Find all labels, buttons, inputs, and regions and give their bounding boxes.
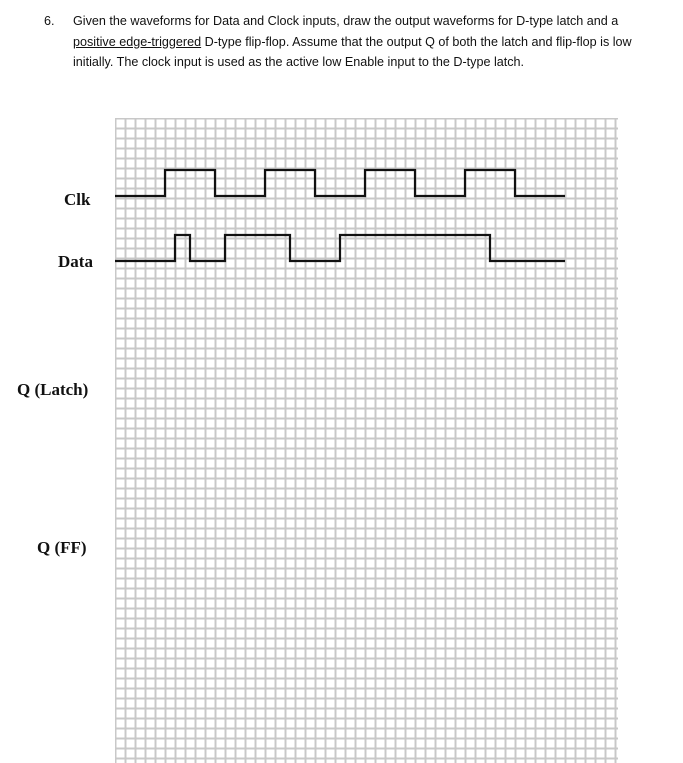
grid-lines — [115, 118, 618, 763]
question-body — [73, 11, 644, 73]
question-text-part-1: Given the waveforms for Data and Clock inputs, draw the output waveforms for D-type latch and a — [73, 14, 619, 28]
q-ff-label: Q (FF) — [37, 538, 87, 557]
question-text — [44, 11, 644, 73]
clk-label: Clk — [64, 190, 91, 209]
clk-waveform — [115, 170, 565, 196]
question-number: 6. — [44, 14, 55, 28]
question-text-underlined: positive edge-triggered — [73, 34, 202, 49]
question-text-part-2: D-type flip-flop. Assume that the output Q of both the latch and flip-flop is low initially. The clock input is used as the active low Enable input to the D-type latch. — [73, 34, 632, 69]
data-label: Data — [58, 252, 93, 271]
timing-grid — [115, 118, 618, 763]
q-latch-label: Q (Latch) — [17, 380, 89, 399]
